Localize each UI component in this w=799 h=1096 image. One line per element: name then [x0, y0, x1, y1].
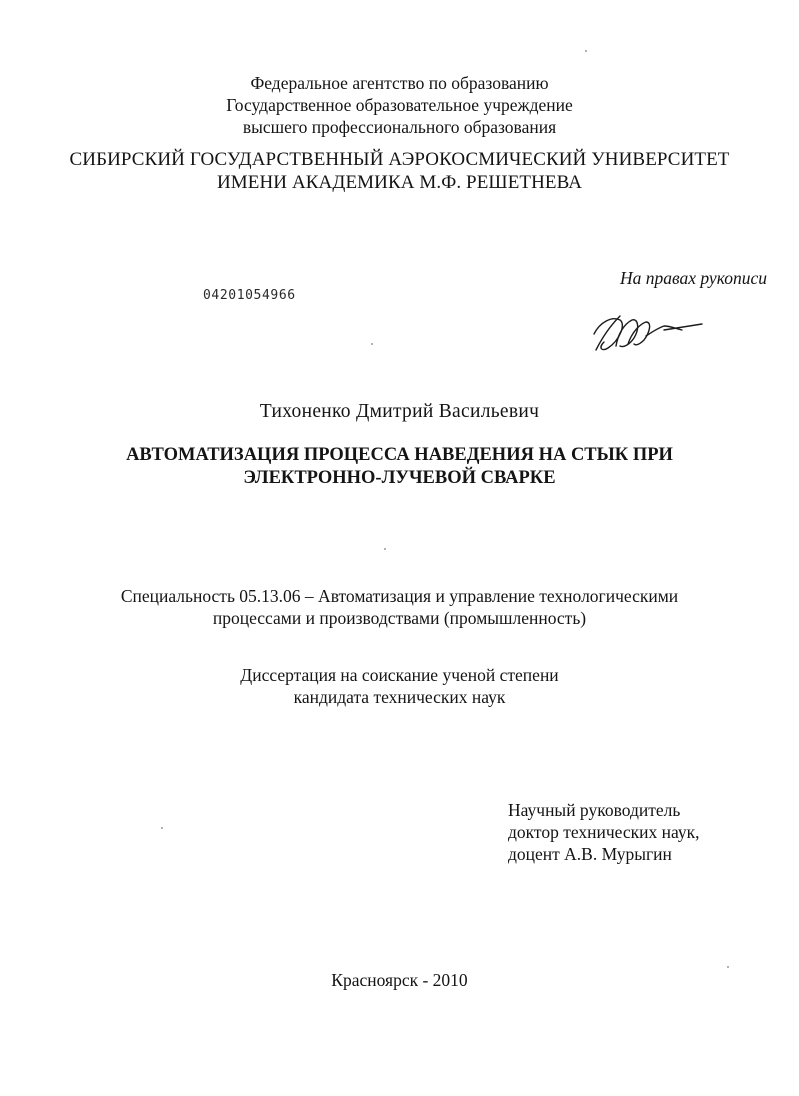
scan-speck — [727, 966, 729, 968]
supervisor-line: Научный руководитель — [508, 800, 681, 820]
scan-speck — [585, 50, 587, 52]
dissertation-title — [0, 444, 799, 490]
agency-line: Федеральное агентство по образованию — [250, 73, 549, 93]
title-line: АВТОМАТИЗАЦИЯ ПРОЦЕССА НАВЕДЕНИЯ НА СТЫК ПРИ — [126, 445, 673, 465]
title-line: ЭЛЕКТРОННО-ЛУЧЕВОЙ СВАРКЕ — [243, 468, 556, 488]
scan-speck — [371, 343, 373, 345]
supervisor-line: доцент А.В. Мурыгин — [508, 844, 672, 864]
manuscript-note: На правах рукописи — [620, 268, 767, 288]
city-year: Красноярск - 2010 — [331, 970, 468, 990]
specialty — [0, 585, 799, 629]
supervisor — [508, 799, 700, 865]
registration-number: 04201054966 — [203, 288, 296, 303]
signature-icon — [590, 310, 710, 356]
university-line: ИМЕНИ АКАДЕМИКА М.Ф. РЕШЕТНЕВА — [216, 172, 583, 193]
supervisor-line: доктор технических наук, — [508, 822, 700, 842]
university-name — [0, 148, 799, 194]
scan-speck — [384, 548, 386, 550]
agency-line: высшего профессионального образования — [242, 117, 557, 137]
specialty-line: процессами и производствами (промышленность) — [212, 608, 587, 628]
degree-line: Диссертация на соискание ученой степени — [240, 665, 559, 685]
author-name: Тихоненко Дмитрий Васильевич — [259, 401, 540, 422]
university-line: СИБИРСКИЙ ГОСУДАРСТВЕННЫЙ АЭРОКОСМИЧЕСКИЙ УНИВЕРСИТЕТ — [69, 149, 730, 170]
agency-line: Государственное образовательное учреждение — [226, 95, 573, 115]
specialty-line: Специальность 05.13.06 – Автоматизация и управление технологическими — [120, 586, 679, 606]
scan-speck — [161, 827, 163, 829]
degree-line: кандидата технических наук — [293, 687, 506, 707]
degree — [0, 664, 799, 708]
agency-block — [0, 72, 799, 138]
